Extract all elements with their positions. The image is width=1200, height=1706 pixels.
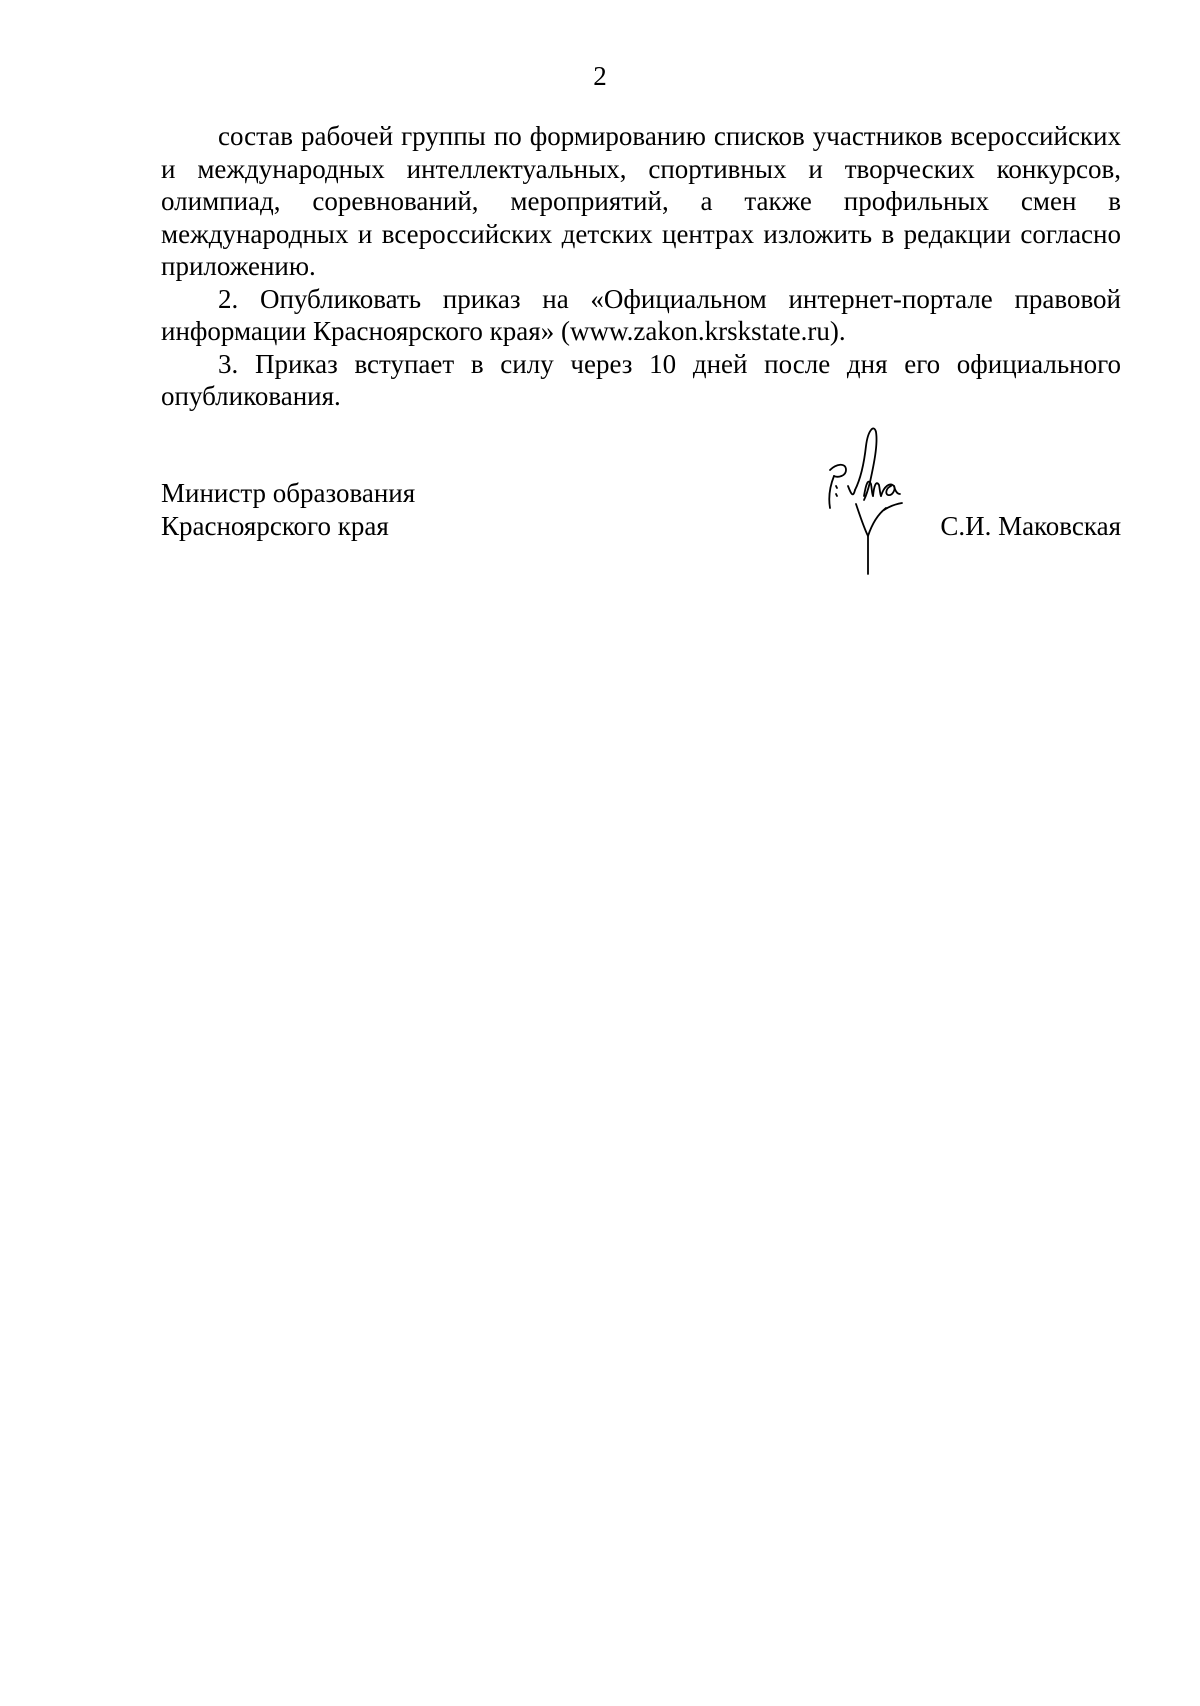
document-body [161, 120, 1121, 413]
handwritten-signature-icon [822, 424, 942, 599]
signature-block [161, 477, 1121, 597]
paragraph-publish-order: 2. Опубликовать приказ на «Официальном интернет-портале правовой информации Красноярского края» (www.zakon.krskstate.ru). [161, 283, 1121, 346]
signer-position-line-1: Министр образования [161, 478, 416, 508]
signer-position-line-2: Красноярского края [161, 510, 389, 541]
paragraph-effective-date: 3. Приказ вступает в силу через 10 дней после дня его официального опубликования. [161, 348, 1121, 411]
paragraph-working-group: состав рабочей группы по формированию списков участников всероссийских и международных интеллектуальных, спортивных и творческих конкурсов, олимпиад, соревнований, мероприятий, а также профильных смен в международных и всероссийских детских центрах изложить в редакции согласно приложению. [161, 121, 1121, 281]
signer-name: С.И. Маковская [940, 510, 1121, 541]
signer-position [161, 477, 415, 542]
page-number: 2 [593, 61, 607, 91]
